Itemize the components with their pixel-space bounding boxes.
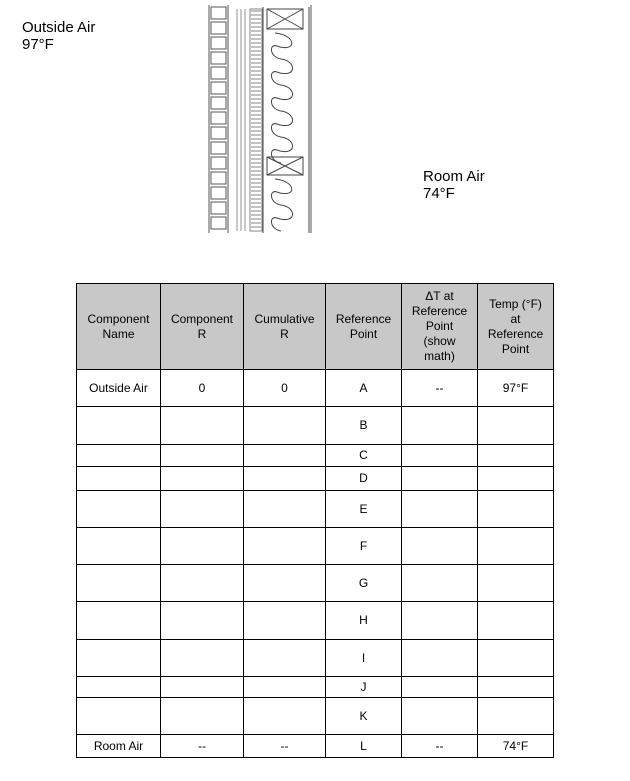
table-row <box>77 370 554 407</box>
table-cell <box>244 445 326 467</box>
table-cell: -- <box>402 735 478 758</box>
table-cell <box>161 407 244 445</box>
table-cell <box>402 528 478 565</box>
table-cell: Outside Air <box>77 370 161 407</box>
table-cell <box>478 565 554 602</box>
table-cell <box>77 602 161 640</box>
table-cell: I <box>326 640 402 677</box>
header-text: R <box>197 326 207 341</box>
table-cell <box>161 698 244 735</box>
table-cell <box>244 698 326 735</box>
header-text: Point <box>425 319 454 333</box>
table-cell <box>77 467 161 491</box>
table-cell: E <box>326 491 402 528</box>
table-cell <box>402 407 478 445</box>
table-row <box>77 565 554 602</box>
header-text: R <box>280 326 289 341</box>
header-cell <box>161 284 244 370</box>
table-cell <box>77 698 161 735</box>
table-cell <box>161 445 244 467</box>
table-cell <box>244 491 326 528</box>
table-row <box>77 698 554 735</box>
table-cell <box>478 698 554 735</box>
table-cell: 0 <box>244 370 326 407</box>
table-cell <box>478 467 554 491</box>
table-cell: 97°F <box>478 370 554 407</box>
table-cell: -- <box>402 370 478 407</box>
table-row <box>77 735 554 758</box>
header-text: Reference <box>487 326 544 341</box>
table-cell <box>77 528 161 565</box>
table-row <box>77 528 554 565</box>
table-cell: J <box>326 677 402 698</box>
room-air-label <box>423 168 485 202</box>
table-cell <box>478 602 554 640</box>
table-cell <box>244 602 326 640</box>
table-cell <box>161 640 244 677</box>
header-text: Reference <box>411 304 468 318</box>
table-row <box>77 491 554 528</box>
header-text: math) <box>424 349 455 363</box>
table-cell <box>402 602 478 640</box>
outside-air-name: Outside Air <box>22 19 96 36</box>
sheathing-layer <box>250 9 262 231</box>
outside-air-label <box>22 19 95 53</box>
table-cell <box>402 698 478 735</box>
table-cell <box>402 677 478 698</box>
table-cell: H <box>326 602 402 640</box>
table-cell: L <box>326 735 402 758</box>
table-cell: K <box>326 698 402 735</box>
table-cell <box>402 467 478 491</box>
table-cell: D <box>326 467 402 491</box>
header-cell <box>244 284 326 370</box>
header-text: (show <box>423 334 456 348</box>
table-cell <box>244 677 326 698</box>
stud-cavity <box>263 7 309 233</box>
table-cell <box>244 640 326 677</box>
table-cell <box>244 528 326 565</box>
table-cell: C <box>326 445 402 467</box>
table-cell: B <box>326 407 402 445</box>
table-cell: 0 <box>161 370 244 407</box>
table-cell <box>161 491 244 528</box>
table-cell: A <box>326 370 402 407</box>
table-cell <box>244 467 326 491</box>
header-text: Name <box>102 326 135 341</box>
table-cell <box>77 640 161 677</box>
table-cell <box>402 640 478 677</box>
header-text: at <box>510 311 521 326</box>
table-cell <box>161 602 244 640</box>
header-text: Component <box>170 311 234 326</box>
header-cell <box>326 284 402 370</box>
table-cell <box>402 445 478 467</box>
table-row <box>77 445 554 467</box>
table-cell <box>402 565 478 602</box>
table-cell <box>77 407 161 445</box>
header-cell <box>77 284 161 370</box>
table-cell <box>161 467 244 491</box>
table-cell <box>77 677 161 698</box>
table-cell <box>402 491 478 528</box>
outside-air-temp: 97°F <box>22 36 54 53</box>
table-cell <box>161 528 244 565</box>
header-text: Temp (°F) <box>489 296 542 311</box>
table-cell: -- <box>244 735 326 758</box>
table-cell <box>77 565 161 602</box>
table-cell <box>478 445 554 467</box>
header-text: Component <box>87 311 150 326</box>
room-air-name: Room Air <box>423 168 485 185</box>
table-cell <box>77 491 161 528</box>
siding-layer <box>209 5 228 233</box>
table-cell: -- <box>161 735 244 758</box>
table-cell: Room Air <box>77 735 161 758</box>
table-cell <box>478 640 554 677</box>
table-row <box>77 407 554 445</box>
table-cell <box>244 407 326 445</box>
header-text: Point <box>501 341 530 356</box>
header-text: Reference <box>335 311 392 326</box>
header-text: ΔT at <box>425 289 454 303</box>
header-cell <box>402 284 478 370</box>
wall-section-diagram <box>207 5 317 235</box>
table-row <box>77 677 554 698</box>
header-text: Point <box>349 326 378 341</box>
header-cell <box>478 284 554 370</box>
table-cell <box>244 565 326 602</box>
header-text: Cumulative <box>254 311 315 326</box>
table-cell <box>478 407 554 445</box>
table-row <box>77 467 554 491</box>
table-cell <box>161 677 244 698</box>
table-row <box>77 640 554 677</box>
table-row <box>77 602 554 640</box>
table-cell <box>161 565 244 602</box>
table-cell: 74°F <box>478 735 554 758</box>
room-air-temp: 74°F <box>423 185 455 202</box>
header-row <box>77 284 554 370</box>
reference-table <box>76 283 554 758</box>
table-body <box>77 370 554 758</box>
table-cell <box>478 528 554 565</box>
table-cell <box>478 677 554 698</box>
table-cell <box>478 491 554 528</box>
table-cell <box>77 445 161 467</box>
table-cell: G <box>326 565 402 602</box>
table-cell: F <box>326 528 402 565</box>
